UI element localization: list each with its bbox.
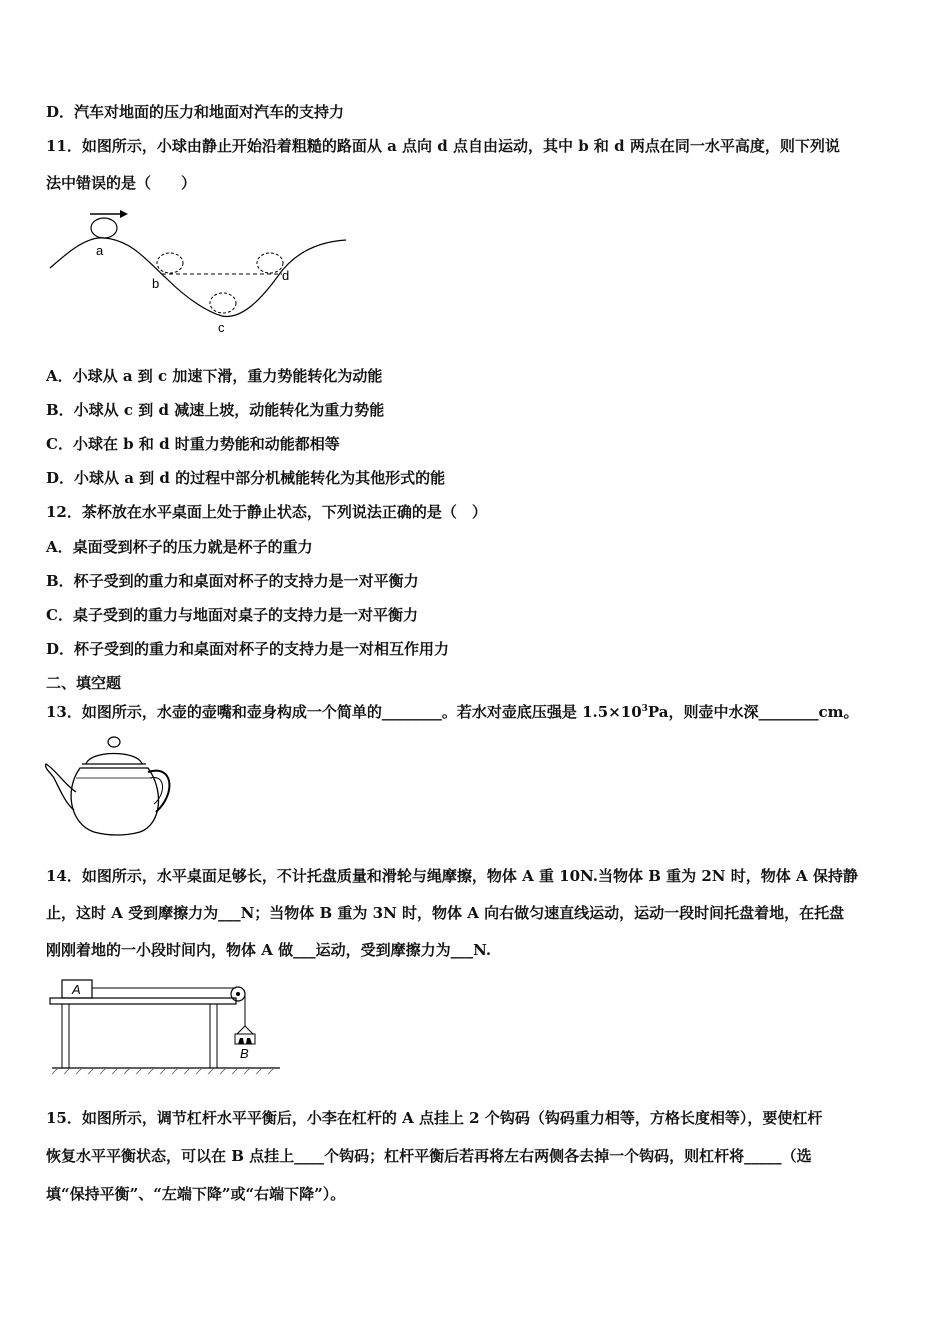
q12-stem: 12．茶杯放在水平桌面上处于静止状态，下列说法正确的是（ ） <box>46 503 487 521</box>
q13-teapot-figure <box>44 734 174 840</box>
q14-line2: 止，这时 A 受到摩擦力为___N；当物体 B 重为 3N 时，物体 A 向右做匀速直线运动，运动一段时间托盘着地，在托盘 <box>46 904 845 922</box>
q11-stem-line2: 法中错误的是（ ） <box>46 174 197 192</box>
q15-line1: 15．如图所示，调节杠杆水平平衡后，小李在杠杆的 A 点挂上 2 个钩码（钩码重力相等，方格长度相等），要使杠杆 <box>46 1109 823 1127</box>
q14-pulley-figure <box>46 974 286 1078</box>
q12-option-c: C．桌子受到的重力与地面对桌子的支持力是一对平衡力 <box>46 606 418 624</box>
q11-label-a: a <box>96 243 104 258</box>
q12-option-b: B．杯子受到的重力和桌面对杯子的支持力是一对平衡力 <box>46 572 419 590</box>
q11-label-c: c <box>218 320 225 335</box>
q10-option-d: D．汽车对地面的压力和地面对汽车的支持力 <box>46 103 345 121</box>
q14-label-a: A <box>72 982 81 997</box>
q14-label-b: B <box>240 1046 249 1061</box>
q13-stem-sup: 3 <box>641 704 648 714</box>
q13-stem-part2: Pa，则壶中水深________cm。 <box>647 703 859 721</box>
q11-option-b: B．小球从 c 到 d 减速上坡，动能转化为重力势能 <box>46 401 385 419</box>
q11-stem-line1: 11．如图所示，小球由静止开始沿着粗糙的路面从 a 点向 d 点自由运动，其中 b 和 d 两点在同一水平高度，则下列说 <box>46 137 840 155</box>
q13-stem <box>46 699 904 722</box>
q14-line1: 14．如图所示，水平桌面足够长，不计托盘质量和滑轮与绳摩擦，物体 A 重 10N.当物体 B 重为 2N 时，物体 A 保持静 <box>46 867 858 885</box>
q11-option-d: D．小球从 a 到 d 的过程中部分机械能转化为其他形式的能 <box>46 469 446 487</box>
q11-label-d: d <box>282 268 290 283</box>
q14-line3: 刚刚着地的一小段时间内，物体 A 做___运动，受到摩擦力为___N. <box>46 941 492 959</box>
section-title: 二、填空题 <box>46 674 122 692</box>
q15-line3: 填“保持平衡”、“左端下降”或“右端下降”）。 <box>46 1185 346 1203</box>
q12-option-a: A．桌面受到杯子的压力就是杯子的重力 <box>46 538 313 556</box>
q11-label-b: b <box>152 276 160 291</box>
q11-option-c: C．小球在 b 和 d 时重力势能和动能都相等 <box>46 435 340 453</box>
q15-line2: 恢复水平平衡状态，可以在 B 点挂上____个钩码；杠杆平衡后若再将左右两侧各去掉一个钩码，则杠杆将_____（选 <box>46 1147 812 1165</box>
q12-option-d: D．杯子受到的重力和桌面对杯子的支持力是一对相互作用力 <box>46 640 450 658</box>
q13-stem-part1: 13．如图所示，水壶的壶嘴和壶身构成一个简单的________。若水对壶底压强是 1.5×10 <box>46 703 642 721</box>
q11-option-a: A．小球从 a 到 c 加速下滑，重力势能转化为动能 <box>46 367 383 385</box>
q11-figure-track <box>46 202 356 342</box>
